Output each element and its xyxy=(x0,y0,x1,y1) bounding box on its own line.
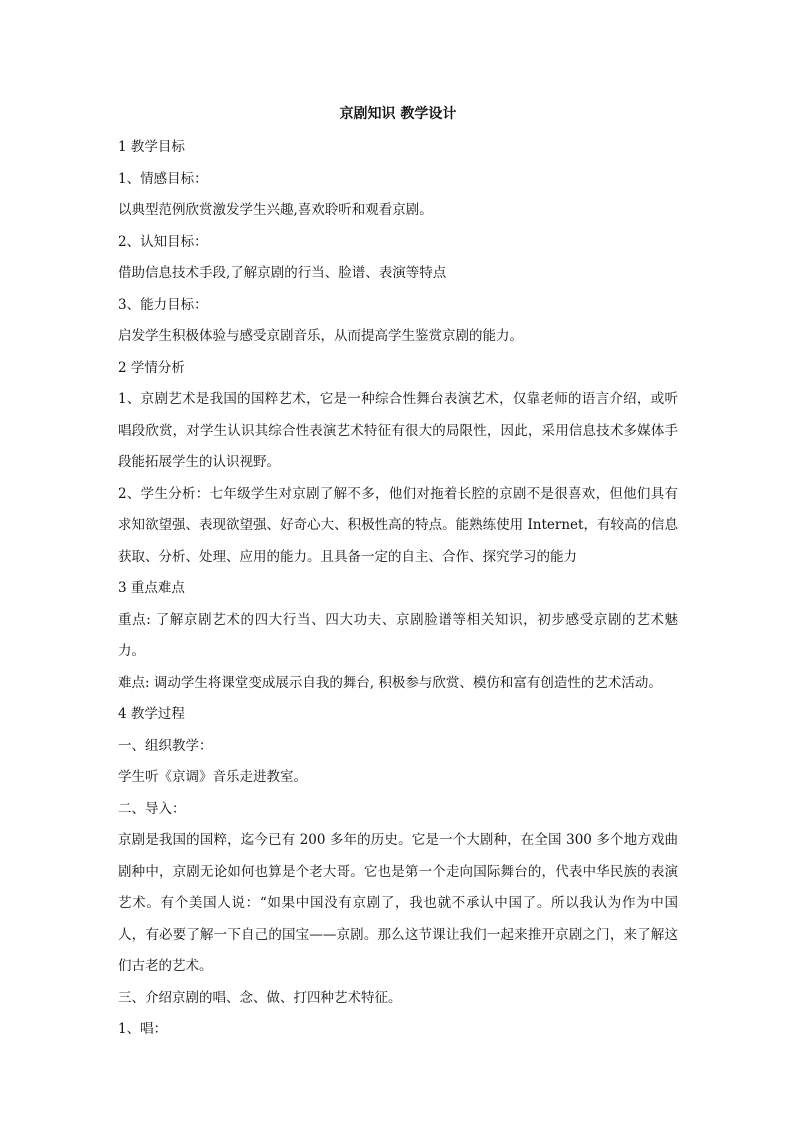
paragraph: 京剧是我国的国粹，迄今已有 200 多年的历史。它是一个大剧种，在全国 300 多个地方戏曲剧种中，京剧无论如何也算是个老大哥。它也是第一个走向国际舞台的，代表中华民族的表演艺术。有个美国人说：“如果中国没有京剧了，我也就不承认中国了。所以我认为作为中国人，有必要了解一下自己的国宝——京剧。那么这节课让我们一起来推开京剧之门，来了解这们古老的艺术。 xyxy=(118,832,678,974)
paragraph: 重点: 了解京剧艺术的四大行当、四大功夫、京剧脸谱等相关知识，初步感受京剧的艺术魅力。 xyxy=(118,611,678,659)
paragraph: 2、学生分析：七年级学生对京剧了解不多，他们对拖着长腔的京剧不是很喜欢，但他们具有求知欲望强、表现欲望强、好奇心大、积极性高的特点。能熟练使用 Internet，有较高的信息获取、分析、处理、应用的能力。且具备一定的自主、合作、探究学习的能力 xyxy=(118,485,678,565)
section-heading-objectives: 1 教学目标 xyxy=(118,139,185,155)
section-heading-key-points: 3 重点难点 xyxy=(118,580,185,596)
paragraph: 学生听《京调》音乐走进教室。 xyxy=(118,769,307,785)
document-title: 京剧知识 教学设计 xyxy=(339,106,457,122)
paragraph: 难点: 调动学生将课堂变成展示自我的舞台, 积极参与欣赏、模仿和富有创造性的艺术活动。 xyxy=(118,674,662,691)
subheading-organize: 一、组织教学： xyxy=(118,737,213,754)
subheading-ability-goal: 3、能力目标： xyxy=(118,296,208,313)
paragraph: 借助信息技术手段,了解京剧的行当、脸谱、表演等特点 xyxy=(118,265,447,281)
document-page xyxy=(118,100,678,1046)
subheading-emotion-goal: 1、情感目标： xyxy=(118,170,208,187)
subheading-cognitive-goal: 2、认知目标： xyxy=(118,233,208,250)
section-heading-process: 4 教学过程 xyxy=(118,706,185,722)
paragraph: 1、京剧艺术是我国的国粹艺术，它是一种综合性舞台表演艺术，仅靠老师的语言介绍，或听唱段欣赏，对学生认识其综合性表演艺术特征有很大的局限性，因此，采用信息技术多媒体手段能拓展学生的认识视野。 xyxy=(118,391,678,470)
section-heading-analysis: 2 学情分析 xyxy=(118,359,185,376)
subheading-features: 三、介绍京剧的唱、念、做、打四种艺术特征。 xyxy=(118,989,402,1006)
subheading-singing: 1、唱： xyxy=(118,1021,168,1037)
paragraph: 以典型范例欣赏激发学生兴趣,喜欢聆听和观看京剧。 xyxy=(118,202,433,218)
subheading-introduction: 二、导入： xyxy=(118,800,186,817)
paragraph: 启发学生积极体验与感受京剧音乐，从而提高学生鉴赏京剧的能力。 xyxy=(118,328,523,344)
